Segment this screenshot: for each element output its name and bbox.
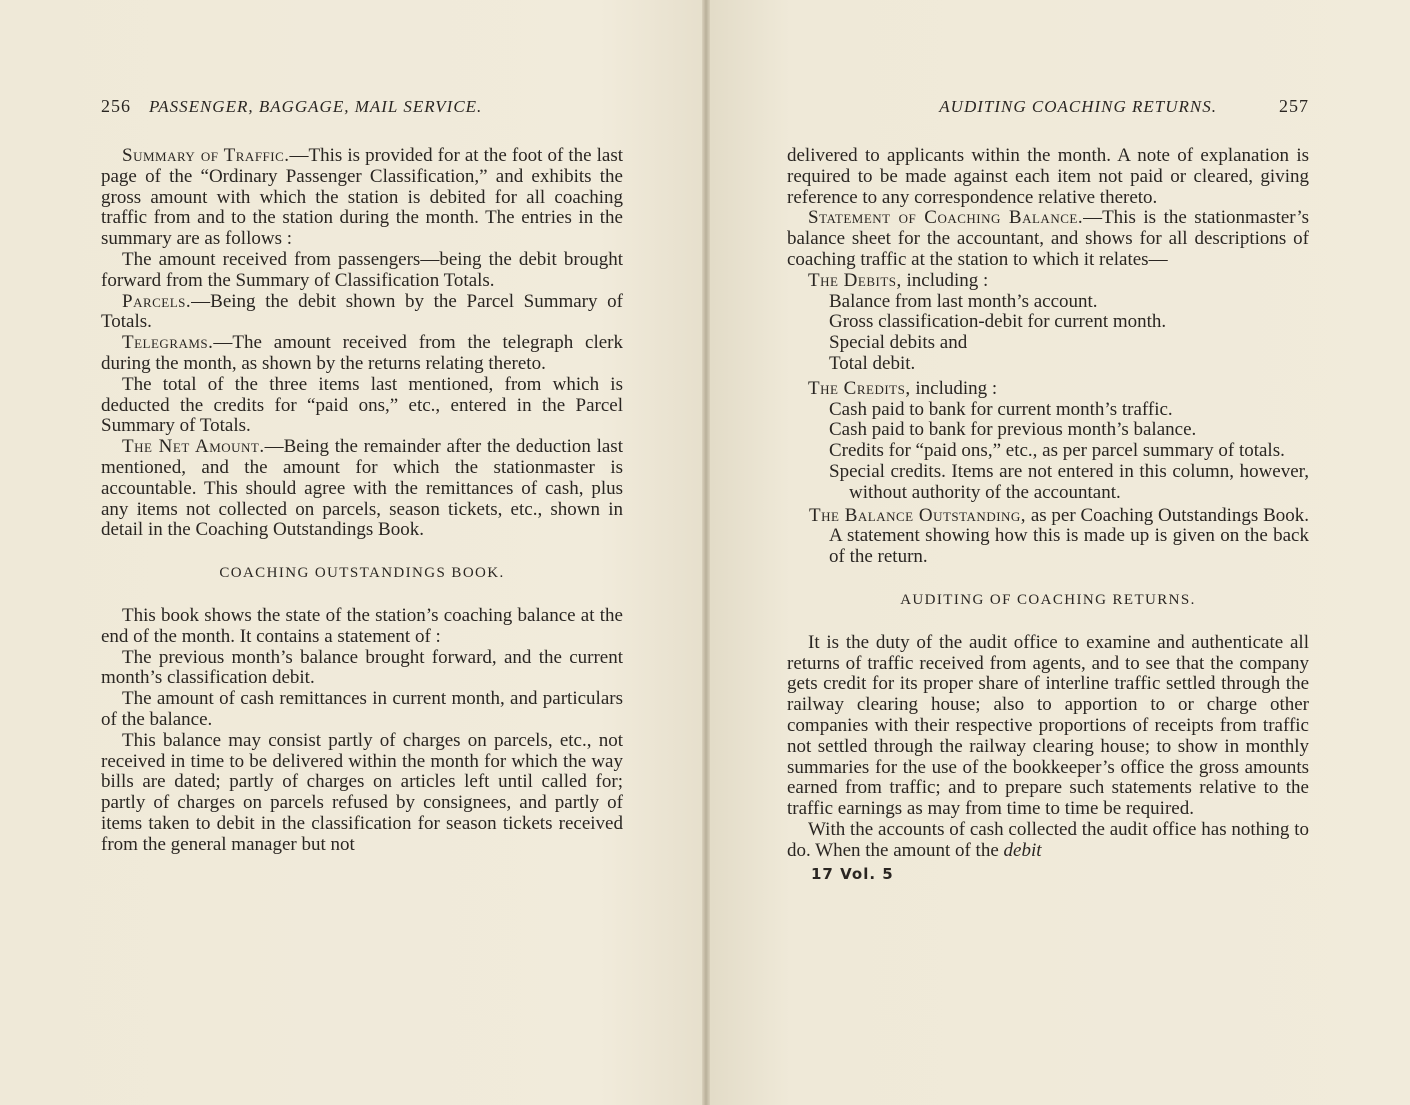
paragraph-text: With the accounts of cash collected the audit office has nothing to do. When the amount of the (787, 818, 1309, 861)
paragraph: This balance may consist partly of charges on parcels, etc., not received in time to be delivered within the month for which the way bills are dated; partly of charges on articles left until called for; partly of charges on parcels refused by consignees, and partly of items taken to debit in the classification for season tickets received from the general manager but not (101, 729, 623, 855)
signature-mark: 17 Vol. 5 (811, 864, 894, 883)
paragraph-text: —This is provided for at the foot of the last page of the “Ordinary Passenger Classification,” and exhibits the gross amount with which the station is debited for all coaching traffic from and to the station during the month. The entries in the summary are as follows : (101, 145, 624, 250)
credit-item: Special credits. Items are not entered in this column, however, without authority of the accountant. (829, 460, 1309, 503)
paragraph-text: —Being the debit shown by the Parcel Summary of Totals. (101, 290, 623, 333)
paragraph (787, 820, 1309, 862)
run-in-heading: The Debits, (808, 269, 902, 291)
paragraph-continued: delivered to applicants within the month. A note of explanation is required to be made against each item not paid or cleared, giving reference to any correspondence relative thereto. (787, 145, 1309, 208)
credit-item: Credits for “paid ons,” etc., as per parcel summary of totals. (829, 440, 1285, 462)
paragraph-statement-of-coaching-balance (787, 208, 1309, 270)
paragraph-text: —Being the remainder after the deduction last mentioned, and the amount for which the stationmaster is accountable. This should agree with the remittances of cash, plus any items not collected on parcels, season tickets, etc., shown in detail in the Coaching Outstandings Book. (101, 436, 623, 541)
paragraph: The amount of cash remittances in current month, and particulars of the balance. (101, 688, 623, 730)
paragraph-parcels (101, 292, 623, 334)
paragraph: This book shows the state of the station’s coaching balance at the end of the month. It contains a statement of : (101, 604, 623, 647)
book-gutter (702, 0, 710, 1105)
run-in-heading: Parcels. (122, 290, 192, 312)
right-running-header (787, 96, 1309, 126)
paragraph-text: including : (901, 269, 989, 291)
debit-item: Balance from last month’s account. (829, 290, 1098, 312)
paragraph-text: —The amount received from the telegraph clerk during the month, as shown by the returns relating thereto. (101, 332, 623, 374)
debit-item: Special debits and (829, 332, 968, 354)
paragraph-telegrams (101, 333, 623, 375)
section-heading-auditing-of-coaching-returns: AUDITING OF COACHING RETURNS. (900, 591, 1196, 608)
run-in-heading: The Credits, (808, 377, 911, 399)
left-running-header (101, 96, 623, 126)
left-page-number: 256 (101, 96, 131, 116)
section-heading-coaching-outstandings-book: COACHING OUTSTANDINGS BOOK. (219, 565, 505, 582)
debit-item: Total debit. (829, 352, 916, 374)
left-running-title: PASSENGER, BAGGAGE, MAIL SERVICE. (149, 97, 483, 116)
paragraph-text: as per Coaching Outstandings Book. A statement showing how this is made up is given on the back of the return. (829, 504, 1309, 568)
left-page-text (101, 96, 623, 856)
balance-outstanding (787, 506, 1309, 568)
paragraph: The amount received from passengers—being the debit brought forward from the Summary of Classification Totals. (101, 248, 623, 291)
paragraph: The previous month’s balance brought forward, and the current month’s classification debit. (101, 646, 623, 689)
debits-heading (808, 271, 1309, 292)
run-in-heading: Telegrams. (122, 332, 214, 354)
right-page-number: 257 (1279, 96, 1309, 116)
paragraph-text: —This is the stationmaster’s balance sheet for the accountant, and shows for all descriptions of coaching traffic at the station to which it relates— (787, 207, 1309, 270)
right-running-title: AUDITING COACHING RETURNS. (939, 97, 1217, 116)
run-in-heading: Statement of Coaching Balance. (808, 207, 1084, 229)
paragraph: It is the duty of the audit office to examine and authenticate all returns of traffic received from agents, and to see that the company gets credit for its proper share of interline traffic settled through the railway clearing house; also to apportion to or charge other companies with their respective proportions of receipts from traffic not settled through the railway clearing house; to show in monthly summaries for the use of the bookkeeper’s office the gross amounts earned from traffic; and to prepare such statements relative to the traffic earnings as may from time to time be required. (787, 631, 1309, 820)
run-in-heading: The Net Amount. (122, 436, 265, 458)
credits-heading (808, 379, 1309, 400)
right-page (706, 0, 1410, 1105)
paragraph-summary-of-traffic (101, 146, 623, 250)
run-in-heading: The Balance Outstanding, (809, 504, 1027, 526)
credit-item: Cash paid to bank for current month’s traffic. (829, 398, 1173, 420)
paragraph: The total of the three items last mentioned, from which is deducted the credits for “paid ons,” etc., entered in the Parcel Summary of Totals. (101, 373, 623, 437)
paragraph-net-amount (101, 437, 623, 541)
italic-word: debit (1003, 839, 1042, 861)
credit-item: Cash paid to bank for previous month’s balance. (829, 419, 1197, 441)
debit-item: Gross classification-debit for current month. (829, 311, 1167, 333)
paragraph-text: including : (910, 377, 998, 399)
run-in-heading: Summary of Traffic. (122, 145, 290, 166)
right-page-text (787, 96, 1309, 884)
